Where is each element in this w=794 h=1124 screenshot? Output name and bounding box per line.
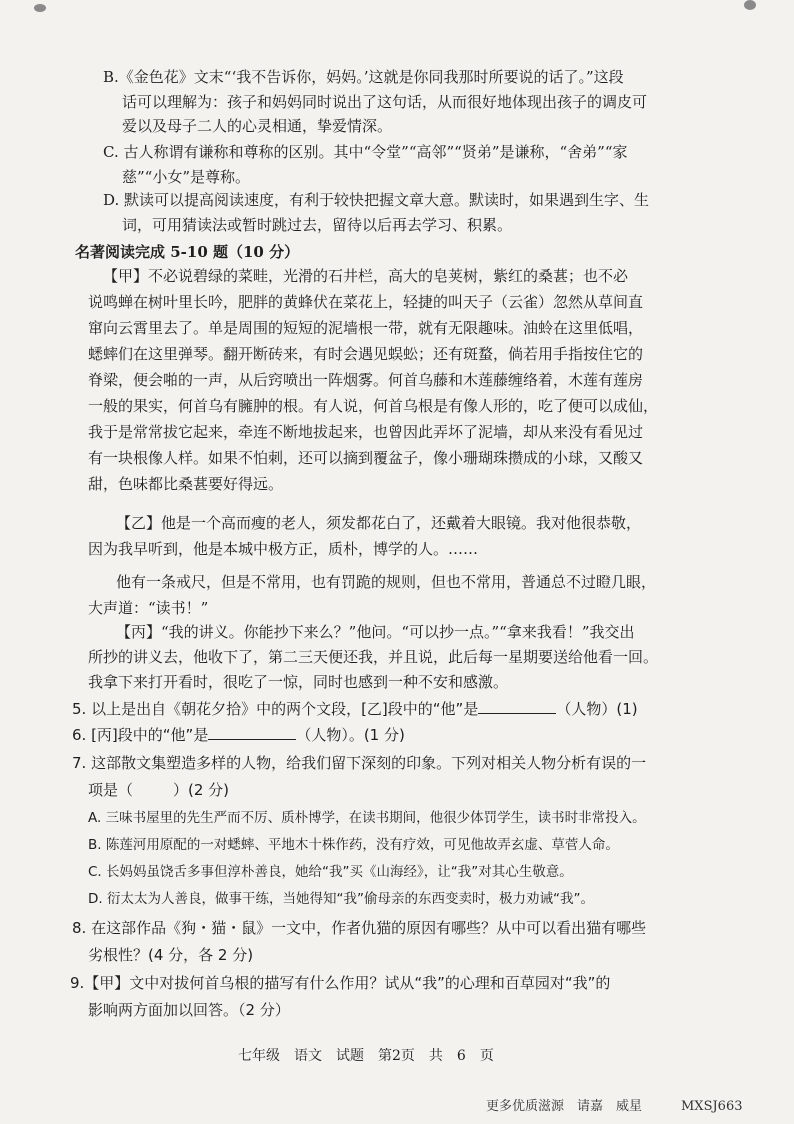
option-b-line1: B.《金色花》文末“‘我不告诉你，妈妈。’这就是你同我那时所要说的话了。”这段 <box>103 68 624 86</box>
question-7-option-a: A. 三味书屋里的先生严而不厉、质朴博学，在读书期间，他很少体罚学生，读书时非常投入。 <box>88 810 646 826</box>
option-c-line1: C. 古人称谓有谦称和尊称的区别。其中“令堂”“高邻”“贤弟”是谦称，“舍弟”“家 <box>103 143 628 161</box>
answer-blank[interactable] <box>208 723 296 740</box>
question-7-suffix: ）(2 分) <box>173 781 230 799</box>
question-9-line1: 9.【甲】文中对拔何首乌根的描写有什么作用？试从“我”的心理和百草园对“我”的 <box>70 974 611 992</box>
question-5 <box>72 697 638 721</box>
question-7-option-c: C. 长妈妈虽饶舌多事但淳朴善良，她给“我”买《山海经》，让“我”对其心生敬意。 <box>88 864 573 880</box>
option-d-line1: D. 默读可以提高阅读速度，有利于较快把握文章大意。默读时，如果遇到生字、生 <box>103 191 650 209</box>
page-footer: 七年级 语文 试题 第2页 共 6 页 <box>238 1048 494 1064</box>
passage-jia-line: 我于是常常拔它起来，牵连不断地拔起来，也曾因此弄坏了泥墙，却从来没有看见过 <box>88 423 644 441</box>
question-7-line1: 7. 这部散文集塑造多样的人物，给我们留下深刻的印象。下列对相关人物分析有误的一 <box>72 754 647 772</box>
question-7-option-d: D. 衍太太为人善良，做事干练，当她得知“我”偷母亲的东西变卖时，极力劝诫“我”。 <box>88 891 594 907</box>
question-5-text: 5. 以上是出自《朝花夕拾》中的两个文段，[乙]段中的“他”是 <box>72 700 479 718</box>
question-6-suffix: （人物）。(1 分) <box>296 726 405 744</box>
option-c-line2: 慈”“小女”是尊称。 <box>122 168 251 186</box>
passage-yi-line: 因为我早听到，他是本城中极方正，质朴，博学的人。…… <box>88 540 479 558</box>
passage-jia-line: 蟋蟀们在这里弹琴。翻开断砖来，有时会遇见蜈蚣；还有斑蝥，倘若用手指按住它的 <box>88 345 644 363</box>
passage-jia-line: 甜，色味都比桑葚要好得远。 <box>88 475 284 493</box>
question-7-line2 <box>88 778 229 802</box>
question-8-line1: 8. 在这部作品《狗・猫・鼠》一文中，作者仇猫的原因有哪些？从中可以看出猫有哪些 <box>72 919 647 937</box>
passage-bing-line: 所抄的讲义去，他收下了，第二三天便还我，并且说，此后每一星期要送给他看一回。 <box>88 648 659 666</box>
passage-jia-line: 说鸣蝉在树叶里长吟，肥胖的黄蜂伏在菜花上，轻捷的叫天子（云雀）忽然从草间直 <box>88 293 644 311</box>
question-7-text: 项是（ <box>88 781 134 799</box>
scan-mark-top-left <box>34 4 46 12</box>
question-5-suffix: （人物）(1) <box>556 700 638 718</box>
passage-jia-line: 窜向云霄里去了。单是周围的短短的泥墙根一带，就有无限趣味。油蛉在这里低唱， <box>88 319 644 337</box>
passage-yi-line: 【乙】他是一个高而瘦的老人，须发都花白了，还戴着大眼镜。我对他很恭敬， <box>116 514 642 532</box>
passage-jia-line: 一般的果实，何首乌有臃肿的根。有人说，何首乌根是有像人形的，吃了便可以成仙， <box>88 397 659 415</box>
passage-jia-line: 【甲】不必说碧绿的菜畦，光滑的石井栏，高大的皂荚树，紫红的桑葚；也不必 <box>103 267 629 285</box>
passage-jia-line: 脊梁，便会啪的一声，从后窍喷出一阵烟雾。何首乌藤和木莲藤缠络着，木莲有莲房 <box>88 371 644 389</box>
question-8-line2: 劣根性？(4 分，各 2 分) <box>88 946 254 964</box>
option-b-line3: 爱以及母子二人的心灵相通，挚爱情深。 <box>122 117 393 135</box>
question-9-line2: 影响两方面加以回答。（2 分） <box>88 1001 290 1019</box>
passage-bing-line: 【丙】“我的讲义。你能抄下来么？”他问。“可以抄一点。”“拿来我看！”我交出 <box>116 623 635 641</box>
passage-yi-line: 他有一条戒尺，但是不常用，也有罚跪的规则，但也不常用，普通总不过瞪几眼， <box>116 573 657 591</box>
passage-yi-line: 大声道：“读书！” <box>88 599 209 617</box>
watermark-text: 更多优质滋源 请嘉 威星 MXSJ663 <box>486 1099 743 1114</box>
scan-mark-top-right <box>744 0 756 10</box>
question-7-option-b: B. 陈莲河用原配的一对蟋蟀、平地木十株作药，没有疗效，可见他故弄玄虚、草菅人命。 <box>88 837 619 853</box>
question-6 <box>72 723 405 747</box>
option-b-line2: 话可以理解为：孩子和妈妈同时说出了这句话，从而很好地体现出孩子的调皮可 <box>122 93 648 111</box>
answer-blank[interactable] <box>478 697 556 714</box>
passage-jia-line: 有一块根像人样。如果不怕刺，还可以摘到覆盆子，像小珊瑚珠攒成的小球，又酸又 <box>88 449 644 467</box>
passage-bing-line: 我拿下来打开看时，很吃了一惊，同时也感到一种不安和感激。 <box>88 673 509 691</box>
question-6-text: 6. [丙]段中的“他”是 <box>72 726 209 744</box>
option-d-line2: 词，可用猜读法或暂时跳过去，留待以后再去学习、积累。 <box>122 216 513 234</box>
section-heading: 名著阅读完成 5-10 题（10 分） <box>75 243 300 261</box>
